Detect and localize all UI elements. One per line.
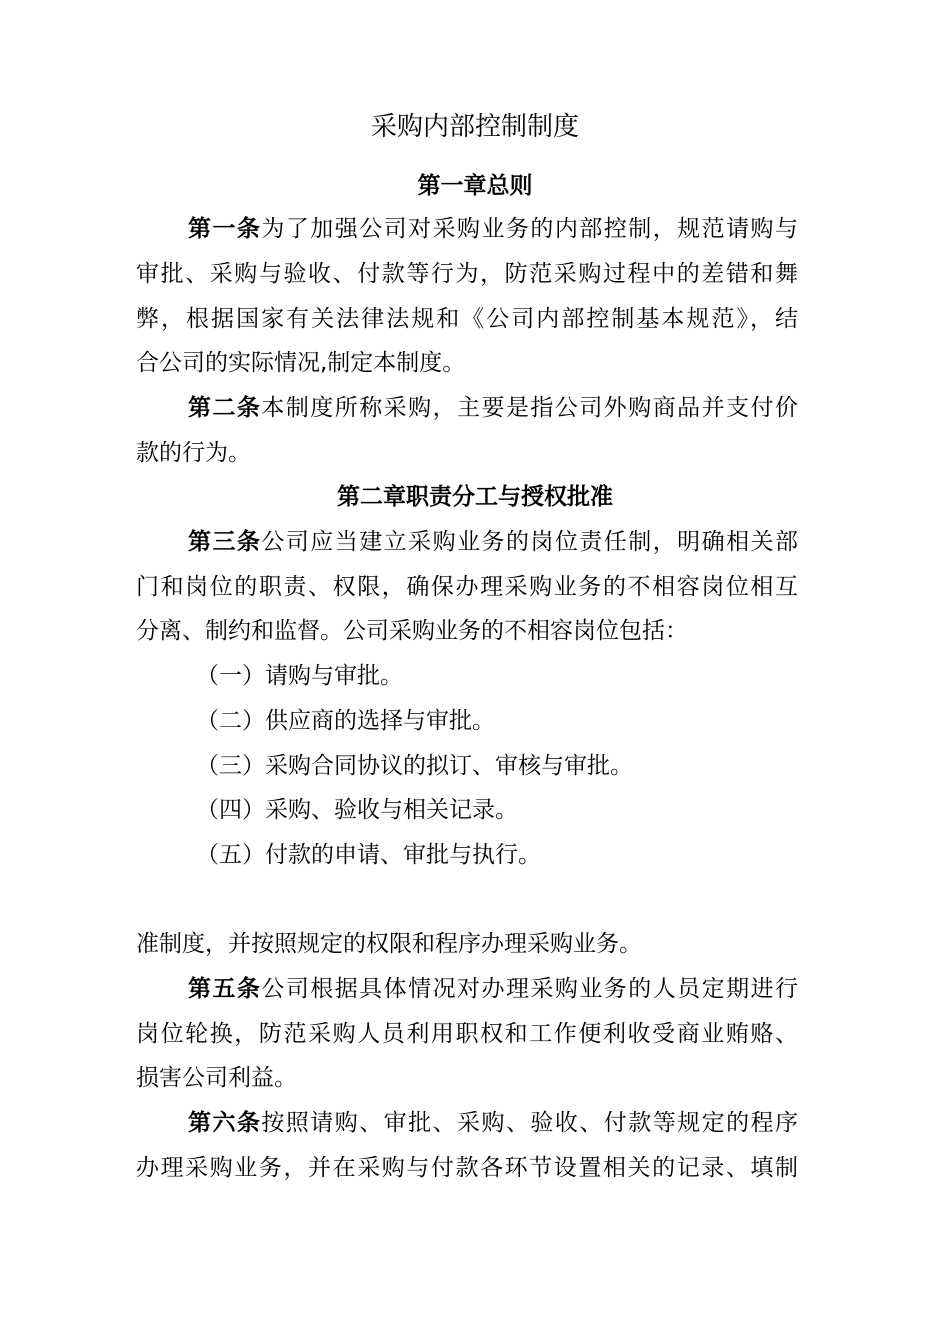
article-2-text-1: 本制度所称采购，主要是指公司外购商品并支付价 <box>261 395 798 421</box>
document-title: 采购内部控制制度 <box>370 112 579 142</box>
article-5-line-2: 岗位轮换，防范采购人员利用职权和工作便利收受商业贿赂、 <box>136 1021 798 1047</box>
article-6-line-2: 办理采购业务，并在采购与付款各环节设置相关的记录、填制 <box>136 1155 798 1181</box>
article-1-text-1: 为了加强公司对采购业务的内部控制，规范请购与 <box>261 216 798 242</box>
article-3-line-2: 门和岗位的职责、权限，确保办理采购业务的不相容岗位相互 <box>136 574 798 600</box>
article-1-line-4: 合公司的实际情况,制定本制度。 <box>136 350 466 376</box>
article-1-lead: 第一条 <box>188 216 262 242</box>
article-1-line-1 <box>188 214 798 244</box>
article-6-line-1 <box>188 1108 798 1138</box>
list-item-2: （二）供应商的选择与审批。 <box>196 708 495 734</box>
chapter-2-heading: 第二章职责分工与授权批准 <box>337 484 613 510</box>
article-5-line-1 <box>188 974 798 1004</box>
article-6-lead: 第六条 <box>188 1110 262 1136</box>
list-item-3: （三）采购合同协议的拟订、审核与审批。 <box>196 753 633 779</box>
article-5-text-1: 公司根据具体情况对办理采购业务的人员定期进行 <box>261 976 798 1002</box>
article-3-text-1: 公司应当建立采购业务的岗位责任制，明确相关部 <box>261 529 798 555</box>
article-2-lead: 第二条 <box>188 395 262 421</box>
list-item-1: （一）请购与审批。 <box>196 663 403 689</box>
article-3-lead: 第三条 <box>188 529 262 555</box>
list-item-4: （四）采购、验收与相关记录。 <box>196 797 518 823</box>
article-5-line-3: 损害公司利益。 <box>136 1065 297 1091</box>
article-2-line-1 <box>188 393 798 423</box>
article-3-line-3: 分离、制约和监督。公司采购业务的不相容岗位包括： <box>136 618 688 644</box>
article-3-line-1 <box>188 527 798 557</box>
article-4-tail-line: 准制度，并按照规定的权限和程序办理采购业务。 <box>136 931 642 957</box>
article-5-lead: 第五条 <box>188 976 262 1002</box>
article-6-text-1: 按照请购、审批、采购、验收、付款等规定的程序 <box>261 1110 798 1136</box>
article-2-line-2: 款的行为。 <box>136 440 251 466</box>
chapter-1-heading: 第一章总则 <box>417 173 533 199</box>
list-item-5: （五）付款的申请、审批与执行。 <box>196 842 541 868</box>
article-1-line-3: 弊，根据国家有关法律法规和《公司内部控制基本规范》，结 <box>136 306 798 332</box>
article-1-line-2: 审批、采购与验收、付款等行为，防范采购过程中的差错和舞 <box>136 261 798 287</box>
